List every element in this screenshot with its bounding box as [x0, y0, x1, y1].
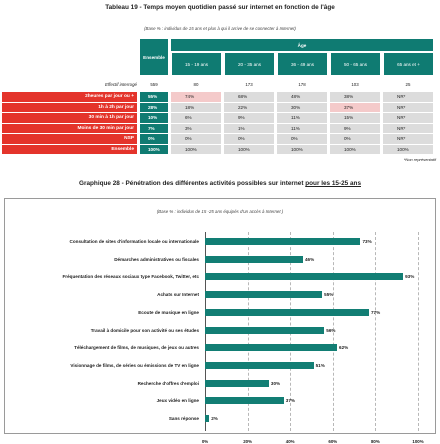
- chart-title-underlined: pour les 15-25 ans: [305, 180, 361, 187]
- chart-title-main: Graphique 28 - Pénétration des différentes activités possibles sur internet: [79, 180, 306, 187]
- bar: [205, 327, 324, 334]
- bar-value-label: 2%: [211, 416, 218, 421]
- category-label: Ecoute de musique en ligne: [138, 309, 199, 315]
- table-cell: 48%: [277, 92, 327, 102]
- table-age-column-header: 20 - 35 ans: [224, 53, 274, 75]
- table-row-label: 30 min à 1h par jour: [2, 113, 137, 123]
- table-cell: 100%: [277, 145, 327, 155]
- bar-value-label: 77%: [371, 309, 381, 315]
- table-footnote: *Non représentatif: [403, 157, 436, 162]
- category-label: Jeux vidéo en ligne: [156, 398, 199, 404]
- table-cell: 100%: [383, 145, 433, 155]
- bar: [205, 362, 314, 369]
- category-label: Achats sur Internet: [157, 292, 199, 298]
- table-cell: 100%: [330, 145, 380, 155]
- x-tick-label: 60%: [328, 438, 338, 444]
- table-ensemble-cell: 0%: [140, 134, 168, 144]
- table-title: Tableau 19 - Temps moyen quotidien passé sur internet en fonction de l'âge: [105, 4, 335, 11]
- table-age-column-header: 65 ans et +: [383, 53, 433, 75]
- bar-value-label: 30%: [270, 380, 281, 386]
- bar-value-label: 56%: [326, 327, 336, 333]
- bar-value-label: 73%: [362, 239, 372, 244]
- bar: [205, 238, 360, 245]
- table-row-label: 2heures par jour ou +: [2, 92, 137, 102]
- table-cell: 11%: [277, 124, 327, 134]
- category-label: Sans réponse: [168, 416, 199, 421]
- category-label: Téléchargement de films, de musiques, de jeux ou autres: [74, 345, 199, 351]
- table-age-header: Âge: [171, 39, 433, 51]
- table-cell: 3%: [171, 124, 221, 134]
- bar-value-label: 46%: [304, 256, 315, 262]
- table-ensemble-cell: 100%: [140, 145, 168, 155]
- table-cell: NR*: [383, 124, 433, 134]
- table-cell: 68%: [224, 92, 274, 102]
- category-label: Consultation de sites d'information locale ou internationale: [69, 239, 199, 244]
- chart-gridline: [418, 232, 419, 431]
- bar: [205, 256, 303, 263]
- bar-value-label: 51%: [315, 362, 325, 368]
- category-label: Fréquentation des réseaux sociaux type Facebook, Twitter, etc: [62, 274, 199, 280]
- table-ensemble-cell: 28%: [140, 103, 168, 113]
- table-cell: 0%: [330, 134, 380, 144]
- table-cell: 9%: [224, 113, 274, 123]
- bar-value-label: 55%: [324, 292, 334, 298]
- bar-value-label: 37%: [285, 398, 295, 404]
- bar: [205, 309, 369, 316]
- table-base-note: (Base % : individus de 15 ans et plus à qui il arrive de se connecter à Internet): [144, 26, 296, 31]
- table-row-label: Ensemble: [2, 145, 137, 155]
- table-ensemble-header: Ensemble: [140, 39, 168, 75]
- x-tick-label: 100%: [412, 438, 424, 444]
- table-cell: 30%: [277, 103, 327, 113]
- bar: [205, 415, 209, 422]
- table-cell: 9%: [330, 124, 380, 134]
- table-age-column-header: 15 - 19 ans: [171, 53, 221, 75]
- chart-title: [0, 180, 440, 187]
- table-row-label: 1h à 2h par jour: [2, 103, 137, 113]
- category-label: Travail à domicile pour son activité ou ses études: [90, 327, 199, 333]
- category-label: Démarches administratives ou fiscales: [114, 256, 199, 262]
- effectif-value: 103: [351, 82, 359, 87]
- table-cell: NR*: [383, 103, 433, 113]
- bar-value-label: 62%: [339, 345, 349, 351]
- bar: [205, 344, 337, 351]
- table-cell: 15%: [330, 113, 380, 123]
- table-ensemble-cell: 55%: [140, 92, 168, 102]
- table-cell: 18%: [171, 103, 221, 113]
- chart-gridline: [375, 232, 376, 431]
- table-cell: NR*: [383, 113, 433, 123]
- chart-subtitle: (Base % : individus de 15 -25 ans équipés d'un accès à Internet ): [156, 209, 284, 214]
- bar: [205, 380, 269, 387]
- bar: [205, 291, 322, 298]
- table-ensemble-cell: 10%: [140, 113, 168, 123]
- bar: [205, 397, 284, 404]
- table-age-column-header: 36 - 49 ans: [277, 53, 327, 75]
- x-tick-label: 80%: [370, 438, 380, 444]
- table-cell: 0%: [224, 134, 274, 144]
- table-cell: NR*: [383, 134, 433, 144]
- effectif-label: Effectif interrogé: [105, 82, 137, 87]
- effectif-value: 559: [150, 82, 158, 87]
- table-row-label: Moins de 30 min par jour: [2, 124, 137, 134]
- table-ensemble-cell: 7%: [140, 124, 168, 134]
- bar-value-label: 93%: [405, 274, 415, 280]
- table-age-column-header: 50 - 65 ans: [330, 53, 380, 75]
- table-cell: NR*: [383, 92, 433, 102]
- table-row-label: NSP: [2, 134, 137, 144]
- table-cell: 11%: [277, 113, 327, 123]
- x-tick-label: 0%: [201, 438, 209, 444]
- table-cell: 1%: [224, 124, 274, 134]
- category-label: Visionnage de films, de séries ou émissions de TV en ligne: [70, 362, 199, 368]
- effectif-value: 173: [245, 82, 253, 87]
- table-cell: 74%: [171, 92, 221, 102]
- table-cell: 37%: [330, 103, 380, 113]
- table-cell: 38%: [330, 92, 380, 102]
- effectif-value: 80: [193, 82, 199, 87]
- category-label: Recherche d'offres d'emploi: [137, 380, 199, 386]
- table-cell: 6%: [171, 113, 221, 123]
- table-cell: 0%: [277, 134, 327, 144]
- effectif-value: 178: [298, 82, 306, 87]
- table-cell: 100%: [224, 145, 274, 155]
- effectif-value: 25: [405, 82, 411, 87]
- table-cell: 100%: [171, 145, 221, 155]
- bar: [205, 273, 403, 280]
- table-cell: 22%: [224, 103, 274, 113]
- x-tick-label: 20%: [243, 438, 252, 444]
- table-cell: 0%: [171, 134, 221, 144]
- x-tick-label: 40%: [285, 438, 295, 444]
